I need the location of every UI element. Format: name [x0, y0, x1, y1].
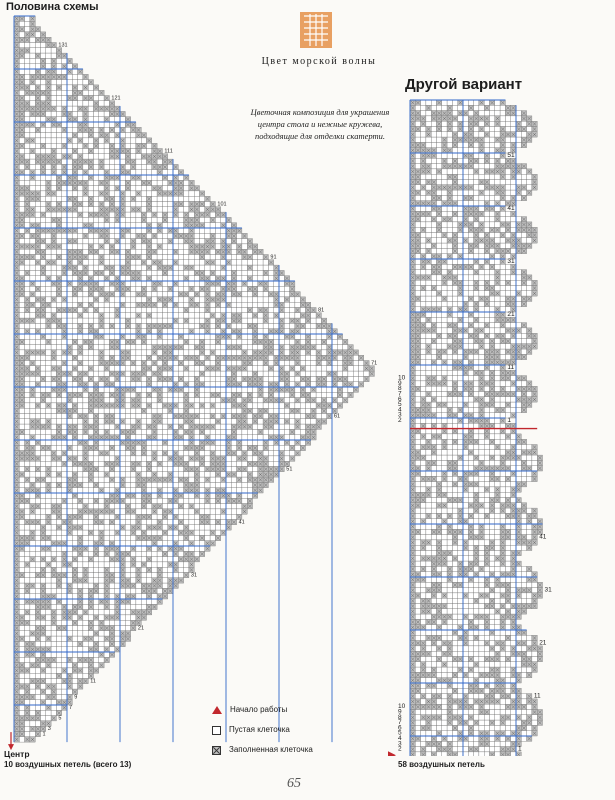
- center-label: Центр: [4, 749, 30, 759]
- filled-cell-icon: [212, 746, 221, 755]
- half-chart-side-number: 7: [69, 705, 73, 711]
- alternative-lower-row-number: 31: [544, 586, 552, 594]
- half-chart-side-number: 9: [74, 694, 78, 701]
- alternative-lower-side-number: 10: [398, 703, 406, 711]
- half-chart-row-number: 31: [190, 572, 198, 579]
- alternative-upper-side-number: 10: [398, 374, 406, 382]
- half-chart-row-number: 71: [371, 360, 378, 367]
- alternative-upper-row-number: 21: [507, 311, 515, 318]
- left-foundation-chain: 10 воздушных петель (всего 13): [4, 760, 132, 769]
- alternative-upper-row-number: 1: [507, 417, 512, 424]
- half-chart-row-number: 121: [111, 95, 121, 102]
- alternative-lower-side-number: 2: [398, 745, 402, 753]
- half-chart-row-number: 41: [238, 519, 245, 526]
- pattern-description: Цветочная композиция для украшения центра стола и нежные кружева, подходящие для отделки скатерти.: [250, 107, 390, 141]
- alternative-upper-row-number: 11: [507, 364, 515, 371]
- alternative-lower-row-number: 21: [539, 639, 547, 647]
- alternative-upper-row-number: 51: [507, 152, 515, 159]
- page-number: 65: [287, 776, 301, 791]
- empty-cell-icon: [212, 726, 221, 735]
- legend-empty: [212, 720, 313, 740]
- alternative-lower-row-number: 11: [533, 692, 541, 700]
- half-chart-row-number: 1: [42, 731, 46, 738]
- right-foundation-chain: 58 воздушных петель: [398, 760, 485, 769]
- alternative-upper-side-number: 6: [398, 395, 402, 403]
- half-chart-row-number: 51: [286, 466, 293, 473]
- alternative-upper-side-number: 2: [398, 417, 402, 424]
- half-chart-row-number: 91: [270, 254, 277, 261]
- alternative-lower-side-number: 3: [398, 740, 402, 748]
- alternative-upper-side-number: 3: [398, 411, 402, 419]
- half-chart-row-number: 111: [164, 148, 173, 155]
- half-chart-row-number: 61: [334, 413, 341, 420]
- alternative-lower-side-number: 6: [398, 724, 402, 732]
- alternative-lower-side-number: 5: [398, 729, 402, 737]
- alternative-lower-side-number: 9: [398, 708, 402, 716]
- start-marker-icon: [388, 751, 396, 756]
- half-chart: [0, 12, 400, 752]
- half-chart-side-number: 5: [58, 715, 62, 722]
- legend-start: [212, 700, 313, 720]
- half-chart-row-number: 81: [318, 307, 325, 314]
- legend-filled: [212, 740, 313, 760]
- alternative-lower-row-number: 41: [539, 533, 547, 541]
- half-chart-side-number: 3: [47, 726, 51, 733]
- half-chart-row-number: 11: [90, 678, 96, 685]
- alternative-title: Другой вариант: [405, 76, 523, 93]
- alternative-lower-side-number: 7: [398, 719, 402, 727]
- alternative-upper-side-number: 7: [398, 390, 402, 398]
- alternative-upper-row-number: 31: [507, 258, 515, 265]
- half-chart-row-number: 21: [137, 625, 145, 632]
- topic-title: Цвет морской волны: [261, 56, 377, 67]
- alternative-upper-row-number: 41: [507, 205, 515, 212]
- legend: [212, 700, 313, 760]
- half-chart-cells: [14, 16, 374, 742]
- legend-filled-label: Заполненная клеточка: [229, 745, 313, 754]
- half-chart-row-number: 131: [58, 42, 68, 49]
- alternative-chart-grid: [386, 96, 586, 756]
- alternative-upper-side-number: 4: [398, 406, 402, 414]
- half-chart-row-number: 101: [217, 201, 227, 208]
- legend-empty-label: Пустая клеточка: [229, 725, 290, 734]
- alternative-lower-row-number: 1: [518, 745, 522, 753]
- half-chart-grid: [0, 12, 400, 752]
- alternative-lower-side-number: 8: [398, 713, 402, 721]
- alternative-upper-side-number: 8: [398, 385, 402, 393]
- legend-start-label: Начало работы: [230, 705, 288, 714]
- alternative-upper-side-number: 5: [398, 401, 402, 409]
- alternative-upper-side-number: 9: [398, 379, 402, 387]
- alternative-chart: [386, 96, 586, 756]
- page-title: Половина схемы: [6, 1, 99, 13]
- alternative-lower-side-number: 4: [398, 735, 402, 742]
- start-triangle-icon: [212, 706, 222, 714]
